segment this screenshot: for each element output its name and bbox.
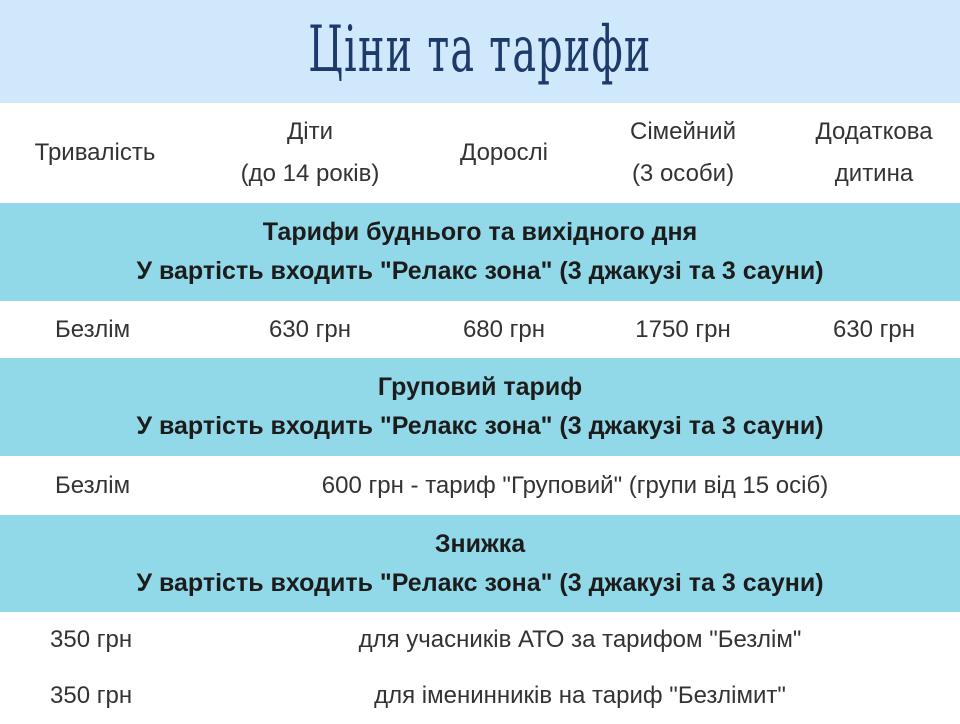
section-discount-band <box>0 515 960 612</box>
section-discount-title: Знижка <box>434 529 526 558</box>
section-weekday-band <box>0 203 960 301</box>
row-adults-price: 680 грн <box>462 315 546 343</box>
header-family-sublabel: (3 особи) <box>631 160 735 187</box>
row-duration: Безлім <box>55 315 131 343</box>
section-group-note: У вартість входить "Релакс зона" (3 джакузі та 3 сауни) <box>136 412 824 440</box>
table-row <box>0 612 960 668</box>
row-duration: Безлім <box>55 471 131 499</box>
header-kids <box>190 103 430 203</box>
page-title: Ціни та тарифи <box>308 12 652 87</box>
row-family-price: 1750 грн <box>635 315 731 343</box>
header-kids-label: Діти <box>287 118 333 145</box>
header-kids-sublabel: (до 14 років) <box>240 160 380 187</box>
section-weekday-title: Тарифи буднього та вихідного дня <box>262 218 698 246</box>
row-extra-price: 630 грн <box>832 315 916 343</box>
header-duration <box>0 103 190 203</box>
row-kids-price: 630 грн <box>268 315 352 343</box>
header-extra-sublabel: дитина <box>834 160 914 187</box>
table-header-row <box>0 103 960 203</box>
title-bar <box>0 0 960 103</box>
section-weekday-note: У вартість входить "Релакс зона" (3 джакузі та 3 сауни) <box>136 257 824 285</box>
header-adults-label: Дорослі <box>460 139 548 166</box>
header-duration-label: Тривалість <box>34 139 156 166</box>
row-discount-description: для учасників АТО за тарифом "Безлім" <box>358 626 802 653</box>
table-row <box>0 668 960 724</box>
header-extra-child <box>788 103 960 203</box>
row-discount-price: 350 грн <box>50 682 133 709</box>
row-group-description: 600 грн - тариф "Груповий" (групи від 15 осіб) <box>321 471 829 499</box>
section-group-band <box>0 358 960 456</box>
table-row <box>0 301 960 358</box>
section-group-title: Груповий тариф <box>377 373 583 401</box>
header-family <box>578 103 788 203</box>
row-discount-price: 350 грн <box>50 626 133 653</box>
header-extra-label: Додаткова <box>815 118 933 145</box>
header-adults <box>430 103 578 203</box>
section-discount-note: У вартість входить "Релакс зона" (3 джакузі та 3 сауни) <box>136 568 824 597</box>
row-discount-description: для іменинників на тариф "Безлімит" <box>374 682 786 709</box>
header-family-label: Сімейний <box>630 118 736 145</box>
table-row <box>0 456 960 515</box>
